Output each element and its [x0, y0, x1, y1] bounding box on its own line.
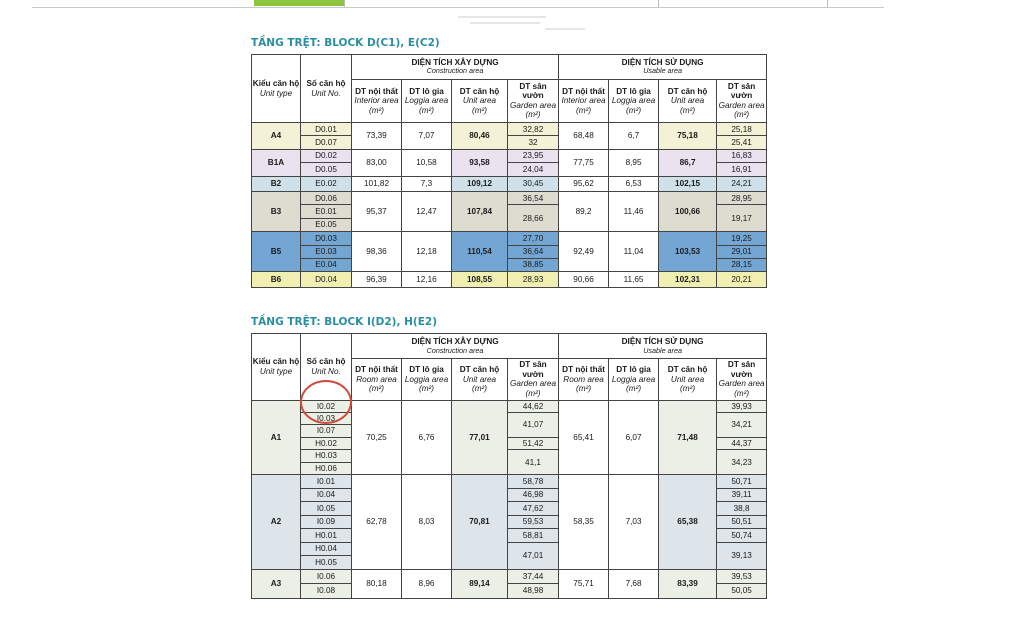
section-title-i-h: TẦNG TRỆT: BLOCK I(D2), H(E2) [251, 316, 437, 328]
unit-type-cell: A3 [252, 569, 301, 598]
unit-area-cell: 102,15 [659, 176, 717, 191]
unit-area-cell: 108,55 [452, 272, 508, 288]
header-loggia: DT lô gia Loggia area (m²) [609, 358, 659, 400]
unit-no-cell: D0.03 [301, 232, 352, 245]
table-row [252, 149, 767, 162]
garden-cell: 19,17 [717, 205, 767, 232]
garden-cell: 50,74 [717, 529, 767, 543]
faded-text [545, 28, 585, 30]
unit-no-cell: E0.02 [301, 176, 352, 191]
garden-cell: 41,07 [508, 412, 559, 437]
garden-cell: 20,21 [717, 272, 767, 288]
header-garden: DT sân vườn Garden area (m²) [717, 358, 767, 400]
garden-cell: 28,15 [717, 259, 767, 272]
garden-cell: 36,54 [508, 192, 559, 205]
unit-no-cell: D0.04 [301, 272, 352, 288]
unit-type-cell: A2 [252, 475, 301, 570]
loggia-cell: 11,65 [609, 272, 659, 288]
loggia-cell: 11,04 [609, 232, 659, 272]
garden-cell: 48,98 [508, 584, 559, 599]
interior-cell: 96,39 [352, 272, 402, 288]
garden-cell: 24,04 [508, 163, 559, 176]
garden-cell: 46,98 [508, 488, 559, 502]
unit-area-cell: 107,84 [452, 192, 508, 232]
unit-no-cell: H0.05 [301, 556, 352, 570]
garden-cell: 36,64 [508, 245, 559, 258]
header-unit-type: Kiểu căn hộ Unit type [252, 55, 301, 123]
table-row [252, 123, 767, 136]
unit-no-cell: I0.06 [301, 569, 352, 584]
interior-cell: 75,71 [559, 569, 609, 598]
interior-cell: 73,39 [352, 123, 402, 150]
garden-cell: 50,71 [717, 475, 767, 489]
garden-cell: 37,44 [508, 569, 559, 584]
unit-no-cell: H0.06 [301, 462, 352, 474]
unit-no-cell: H0.02 [301, 437, 352, 449]
unit-no-cell: I0.02 [301, 400, 352, 412]
garden-cell: 29,01 [717, 245, 767, 258]
unit-type-cell: B6 [252, 272, 301, 288]
header-garden: DT sân vườn Garden area (m²) [717, 79, 767, 122]
loggia-cell: 12,18 [402, 232, 452, 272]
garden-cell: 59,53 [508, 515, 559, 529]
garden-cell: 28,66 [508, 205, 559, 232]
table-header-row [252, 55, 767, 80]
garden-cell: 34,21 [717, 412, 767, 437]
loggia-cell: 7,3 [402, 176, 452, 191]
garden-cell: 38,85 [508, 259, 559, 272]
unit-area-cell: 70,81 [452, 475, 508, 570]
garden-cell: 39,53 [717, 569, 767, 584]
garden-cell: 58,81 [508, 529, 559, 543]
garden-cell: 32,82 [508, 123, 559, 136]
interior-cell: 101,82 [352, 176, 402, 191]
interior-cell: 92,49 [559, 232, 609, 272]
loggia-cell: 8,96 [402, 569, 452, 598]
interior-cell: 89,2 [559, 192, 609, 232]
garden-cell: 23,95 [508, 149, 559, 162]
garden-cell: 51,42 [508, 437, 559, 449]
unit-area-cell: 77,01 [452, 400, 508, 475]
unit-no-cell: E0.01 [301, 205, 352, 218]
loggia-cell: 6,76 [402, 400, 452, 475]
unit-no-cell: I0.09 [301, 515, 352, 529]
unit-no-cell: E0.03 [301, 245, 352, 258]
garden-cell: 16,83 [717, 149, 767, 162]
table-row [252, 176, 767, 191]
interior-cell: 80,18 [352, 569, 402, 598]
unit-area-cell: 109,12 [452, 176, 508, 191]
garden-cell: 25,41 [717, 136, 767, 149]
header-interior: DT nội thất Room area (m²) [559, 358, 609, 400]
unit-no-cell: D0.07 [301, 136, 352, 149]
garden-cell: 38,8 [717, 502, 767, 516]
unit-area-cell: 71,48 [659, 400, 717, 475]
header-interior: DT nội thất Room area (m²) [352, 358, 402, 400]
loggia-cell: 6,53 [609, 176, 659, 191]
header-loggia: DT lô gia Loggia area (m²) [609, 79, 659, 122]
interior-cell: 62,78 [352, 475, 402, 570]
unit-no-cell: H0.04 [301, 542, 352, 556]
unit-area-cell: 100,66 [659, 192, 717, 232]
garden-cell: 19,25 [717, 232, 767, 245]
garden-cell: 50,51 [717, 515, 767, 529]
interior-cell: 95,37 [352, 192, 402, 232]
loggia-cell: 12,16 [402, 272, 452, 288]
section-title-d-e: TẦNG TRỆT: BLOCK D(C1), E(C2) [251, 37, 440, 49]
garden-cell: 47,62 [508, 502, 559, 516]
loggia-cell: 12,47 [402, 192, 452, 232]
unit-area-cell: 65,38 [659, 475, 717, 570]
unit-no-cell: I0.07 [301, 425, 352, 437]
interior-cell: 70,25 [352, 400, 402, 475]
garden-cell: 34,23 [717, 450, 767, 475]
table-row [252, 192, 767, 205]
loggia-cell: 8,95 [609, 149, 659, 176]
header-usable-area: DIỆN TÍCH SỬ DỤNG Usable area [559, 334, 767, 359]
garden-cell: 28,95 [717, 192, 767, 205]
garden-cell: 27,70 [508, 232, 559, 245]
highlight-circle [300, 380, 352, 424]
unit-area-cell: 80,46 [452, 123, 508, 150]
faded-text [458, 16, 546, 18]
loggia-cell: 8,03 [402, 475, 452, 570]
header-loggia: DT lô gia Loggia area (m²) [402, 358, 452, 400]
unit-no-cell: I0.05 [301, 502, 352, 516]
unit-area-cell: 86,7 [659, 149, 717, 176]
header-loggia: DT lô gia Loggia area (m²) [402, 79, 452, 122]
table-row [252, 232, 767, 245]
unit-area-cell: 89,14 [452, 569, 508, 598]
loggia-cell: 7,07 [402, 123, 452, 150]
loggia-cell: 7,68 [609, 569, 659, 598]
unit-area-cell: 83,39 [659, 569, 717, 598]
interior-cell: 90,66 [559, 272, 609, 288]
unit-type-cell: B2 [252, 176, 301, 191]
green-tab [254, 0, 344, 6]
garden-cell: 28,93 [508, 272, 559, 288]
garden-cell: 24,21 [717, 176, 767, 191]
faded-text [470, 22, 540, 24]
unit-area-cell: 75,18 [659, 123, 717, 150]
garden-cell: 32 [508, 136, 559, 149]
unit-no-cell: I0.01 [301, 475, 352, 489]
header-unit-area: DT căn hộ Unit area (m²) [452, 358, 508, 400]
header-unit-no: Số căn hộ Unit No. [301, 55, 352, 123]
header-unit-area: DT căn hộ Unit area (m²) [659, 358, 717, 400]
header-garden: DT sân vườn Garden area (m²) [508, 358, 559, 400]
garden-cell: 39,93 [717, 400, 767, 412]
garden-cell: 39,11 [717, 488, 767, 502]
unit-no-cell: I0.08 [301, 584, 352, 599]
header-unit-area: DT căn hộ Unit area (m²) [452, 79, 508, 122]
table-row [252, 475, 767, 489]
garden-cell: 44,37 [717, 437, 767, 449]
unit-no-cell: D0.05 [301, 163, 352, 176]
unit-no-cell: H0.01 [301, 529, 352, 543]
loggia-cell: 7,03 [609, 475, 659, 570]
garden-cell: 39,13 [717, 542, 767, 569]
unit-type-cell: B5 [252, 232, 301, 272]
garden-cell: 47,01 [508, 542, 559, 569]
header-usable-area: DIỆN TÍCH SỬ DỤNG Usable area [559, 55, 767, 80]
header-interior: DT nội thất Interior area (m²) [559, 79, 609, 122]
area-table-d-e [251, 54, 767, 288]
table-header-row [252, 334, 767, 359]
unit-no-cell: D0.01 [301, 123, 352, 136]
unit-no-cell: I0.03 [301, 412, 352, 424]
unit-type-cell: B3 [252, 192, 301, 232]
unit-area-cell: 93,58 [452, 149, 508, 176]
unit-no-cell: H0.03 [301, 450, 352, 462]
unit-area-cell: 103,53 [659, 232, 717, 272]
loggia-cell: 11,46 [609, 192, 659, 232]
unit-no-cell: D0.02 [301, 149, 352, 162]
garden-cell: 16,91 [717, 163, 767, 176]
unit-no-cell: I0.04 [301, 488, 352, 502]
unit-area-cell: 102,31 [659, 272, 717, 288]
header-unit-type: Kiểu căn hộ Unit type [252, 334, 301, 401]
loggia-cell: 6,07 [609, 400, 659, 475]
interior-cell: 77,75 [559, 149, 609, 176]
header-unit-area: DT căn hộ Unit area (m²) [659, 79, 717, 122]
interior-cell: 68,48 [559, 123, 609, 150]
area-table-i-h [251, 333, 767, 599]
table-row [252, 569, 767, 584]
header-interior: DT nội thất Interior area (m²) [352, 79, 402, 122]
unit-type-cell: A1 [252, 400, 301, 475]
top-strip [32, 0, 884, 8]
unit-area-cell: 110,54 [452, 232, 508, 272]
garden-cell: 50,05 [717, 584, 767, 599]
header-garden: DT sân vườn Garden area (m²) [508, 79, 559, 122]
loggia-cell: 6,7 [609, 123, 659, 150]
unit-no-cell: E0.04 [301, 259, 352, 272]
header-unit-no: Số căn hộ Unit No. [301, 334, 352, 401]
loggia-cell: 10,58 [402, 149, 452, 176]
interior-cell: 98,36 [352, 232, 402, 272]
garden-cell: 44,62 [508, 400, 559, 412]
unit-no-cell: D0.06 [301, 192, 352, 205]
garden-cell: 30,45 [508, 176, 559, 191]
header-construction-area: DIỆN TÍCH XÂY DỰNG Construction area [352, 334, 559, 359]
unit-type-cell: B1A [252, 149, 301, 176]
interior-cell: 65,41 [559, 400, 609, 475]
garden-cell: 58,78 [508, 475, 559, 489]
interior-cell: 83,00 [352, 149, 402, 176]
garden-cell: 41,1 [508, 450, 559, 475]
header-construction-area: DIỆN TÍCH XÂY DỰNG Construction area [352, 55, 559, 80]
garden-cell: 25,18 [717, 123, 767, 136]
interior-cell: 95,62 [559, 176, 609, 191]
unit-no-cell: E0.05 [301, 218, 352, 231]
table-row [252, 272, 767, 288]
interior-cell: 58,35 [559, 475, 609, 570]
unit-type-cell: A4 [252, 123, 301, 150]
